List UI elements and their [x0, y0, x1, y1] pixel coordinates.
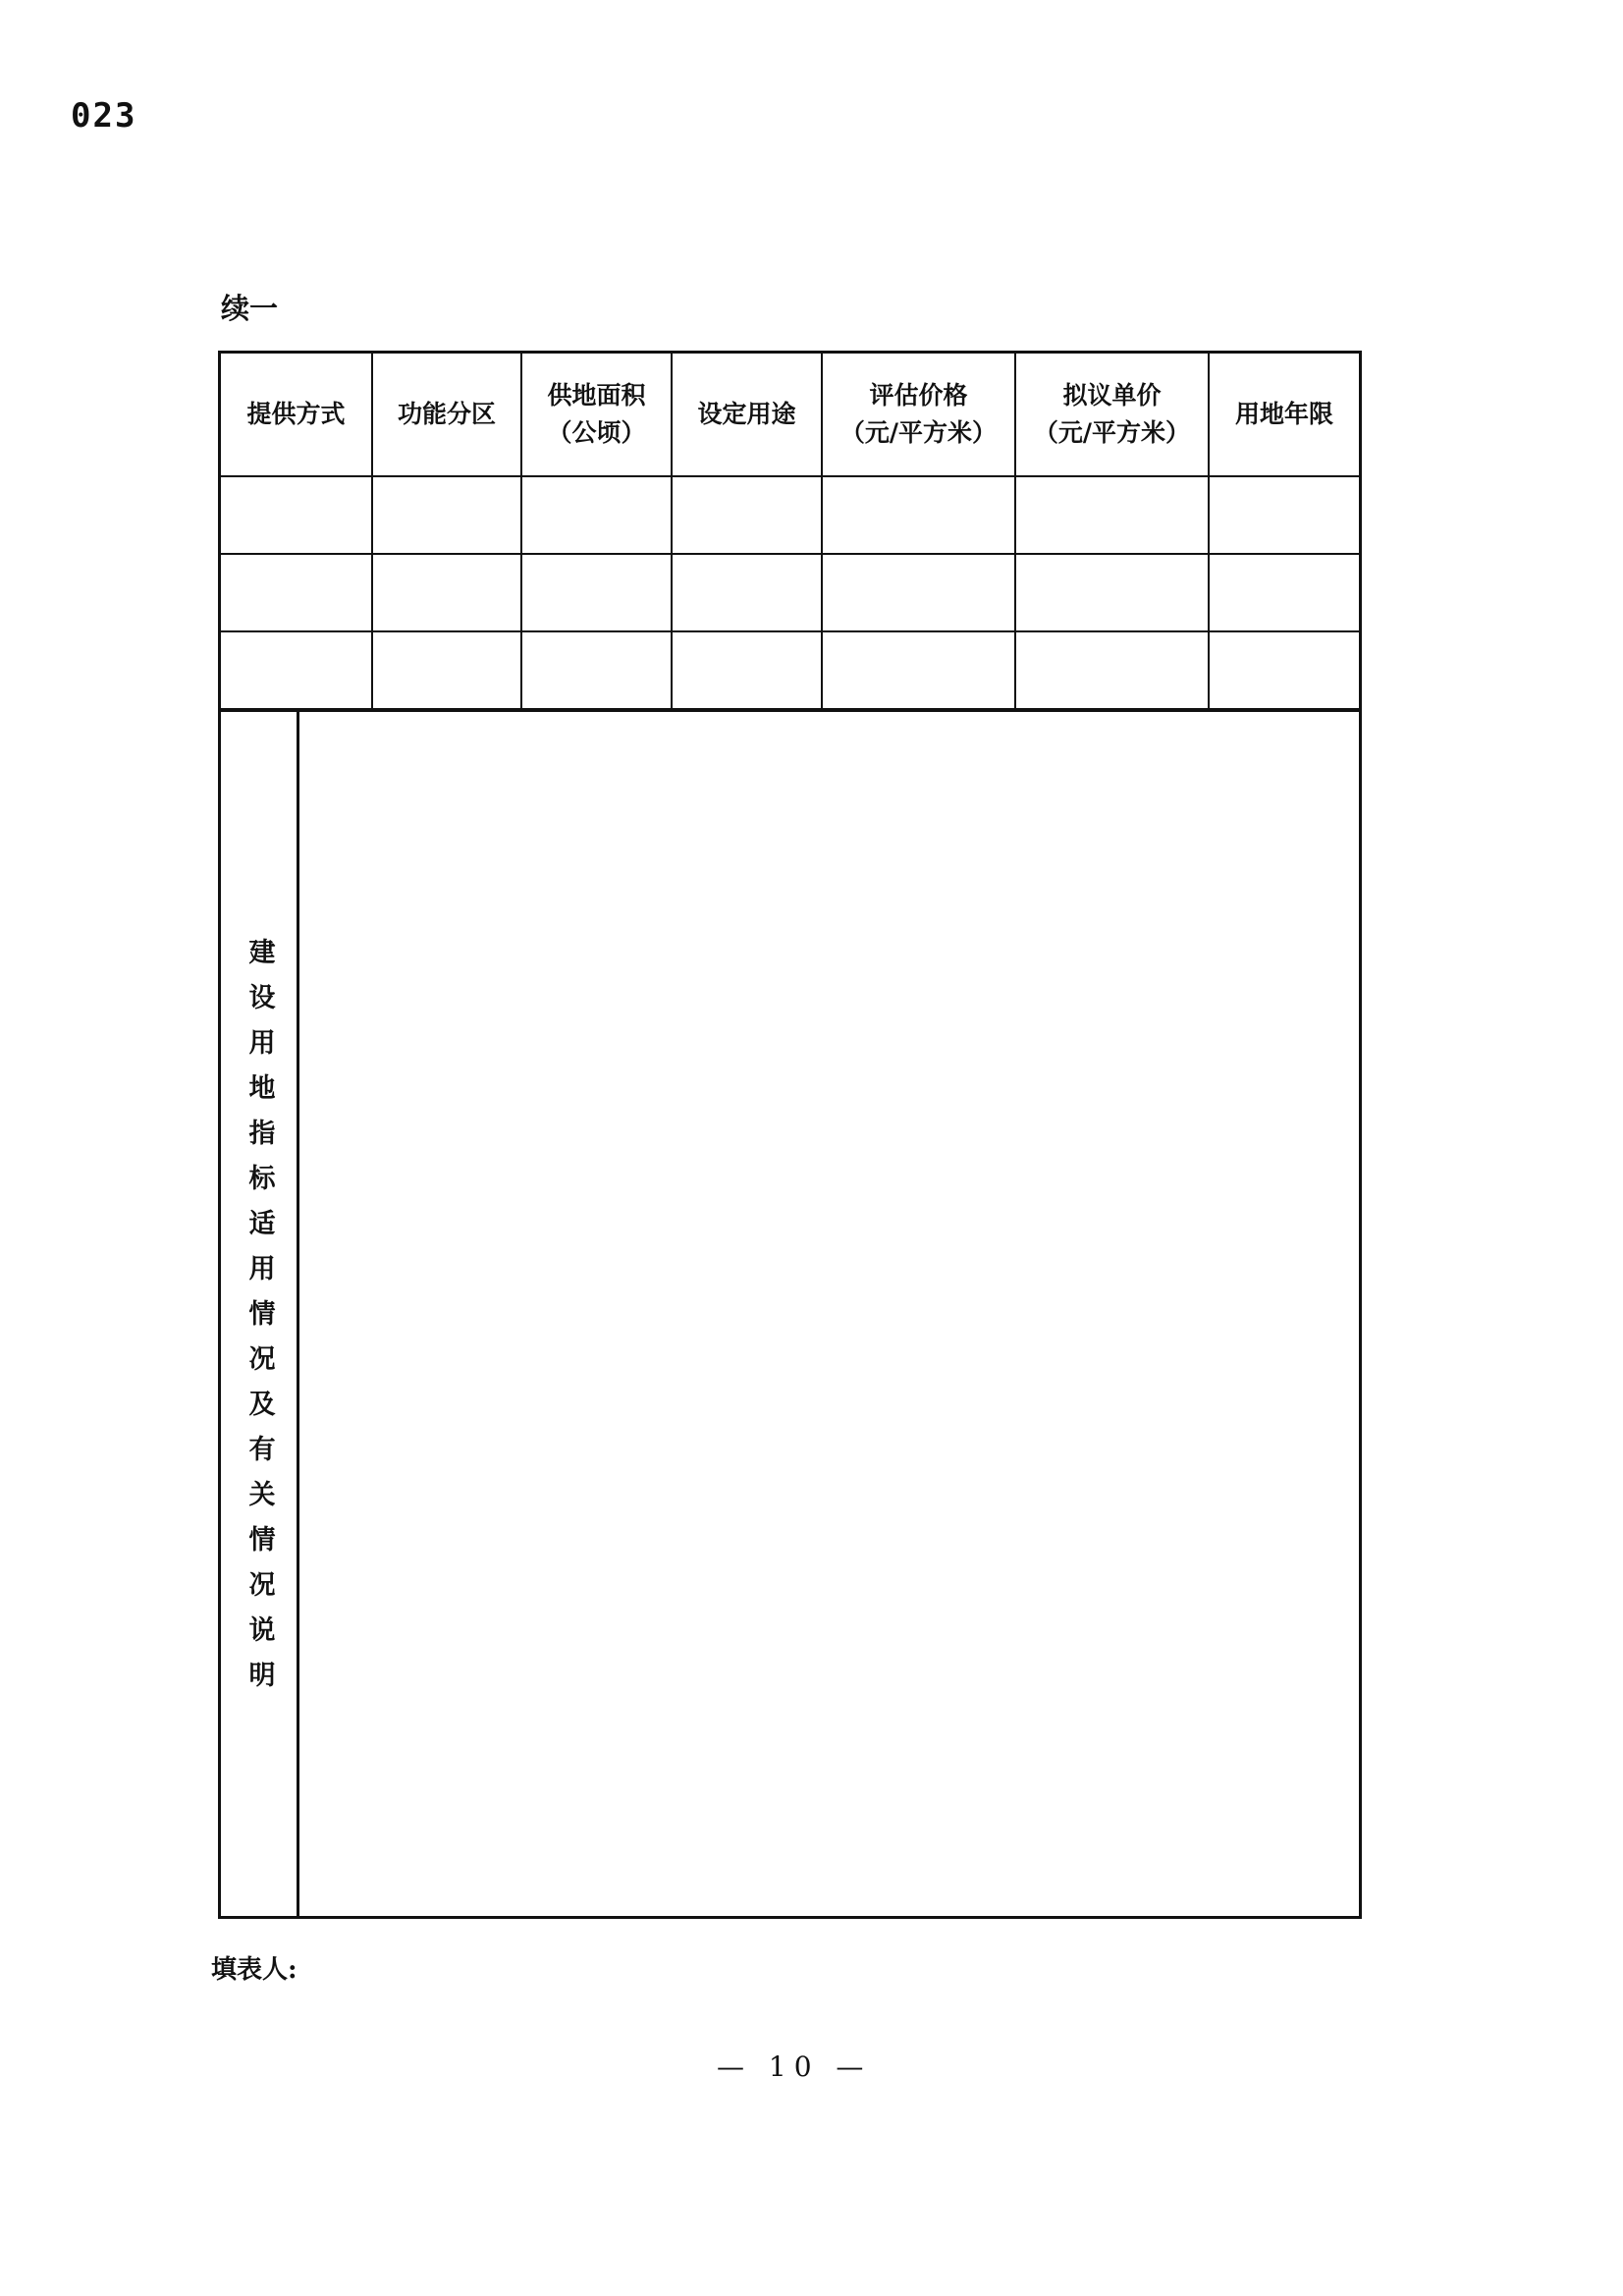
remarks-content-area — [299, 712, 1359, 1916]
table-cell — [521, 476, 672, 554]
header-proposed-unit-price: 拟议单价 （元/平方米） — [1015, 354, 1209, 476]
header-functional-zone: 功能分区 — [372, 354, 521, 476]
table-cell — [1015, 476, 1209, 554]
table-cell — [1209, 476, 1359, 554]
table-cell — [372, 476, 521, 554]
land-supply-table — [221, 354, 1359, 710]
table-cell — [1015, 631, 1209, 709]
continuation-label: 续一 — [221, 292, 279, 325]
header-appraised-price: 评估价格 （元/平方米） — [822, 354, 1015, 476]
table-row — [221, 476, 1359, 554]
table-cell — [672, 476, 822, 554]
page-number: — 10 — — [717, 2050, 872, 2083]
table-cell — [1209, 554, 1359, 631]
table-cell — [672, 631, 822, 709]
table-cell — [372, 554, 521, 631]
header-supply-method: 提供方式 — [221, 354, 372, 476]
remarks-label-column — [221, 712, 299, 1916]
header-land-use-term: 用地年限 — [1209, 354, 1359, 476]
table-row — [221, 554, 1359, 631]
table-cell — [221, 476, 372, 554]
land-supply-form — [218, 351, 1362, 1919]
table-row — [221, 631, 1359, 709]
filler-label: 填表人: — [211, 1955, 298, 1985]
table-cell — [1015, 554, 1209, 631]
table-cell — [372, 631, 521, 709]
table-cell — [521, 554, 672, 631]
table-cell — [221, 631, 372, 709]
table-cell — [822, 476, 1015, 554]
table-cell — [221, 554, 372, 631]
remarks-section — [221, 710, 1359, 1916]
table-cell — [521, 631, 672, 709]
table-cell — [672, 554, 822, 631]
table-header-row — [221, 354, 1359, 476]
header-designated-use: 设定用途 — [672, 354, 822, 476]
header-land-area: 供地面积 （公顷） — [521, 354, 672, 476]
archive-page-stamp: 023 — [71, 96, 137, 136]
table-cell — [1209, 631, 1359, 709]
table-cell — [822, 554, 1015, 631]
remarks-label: 建设用地指标适用情况及有关情况说明 — [243, 938, 275, 1706]
table-cell — [822, 631, 1015, 709]
